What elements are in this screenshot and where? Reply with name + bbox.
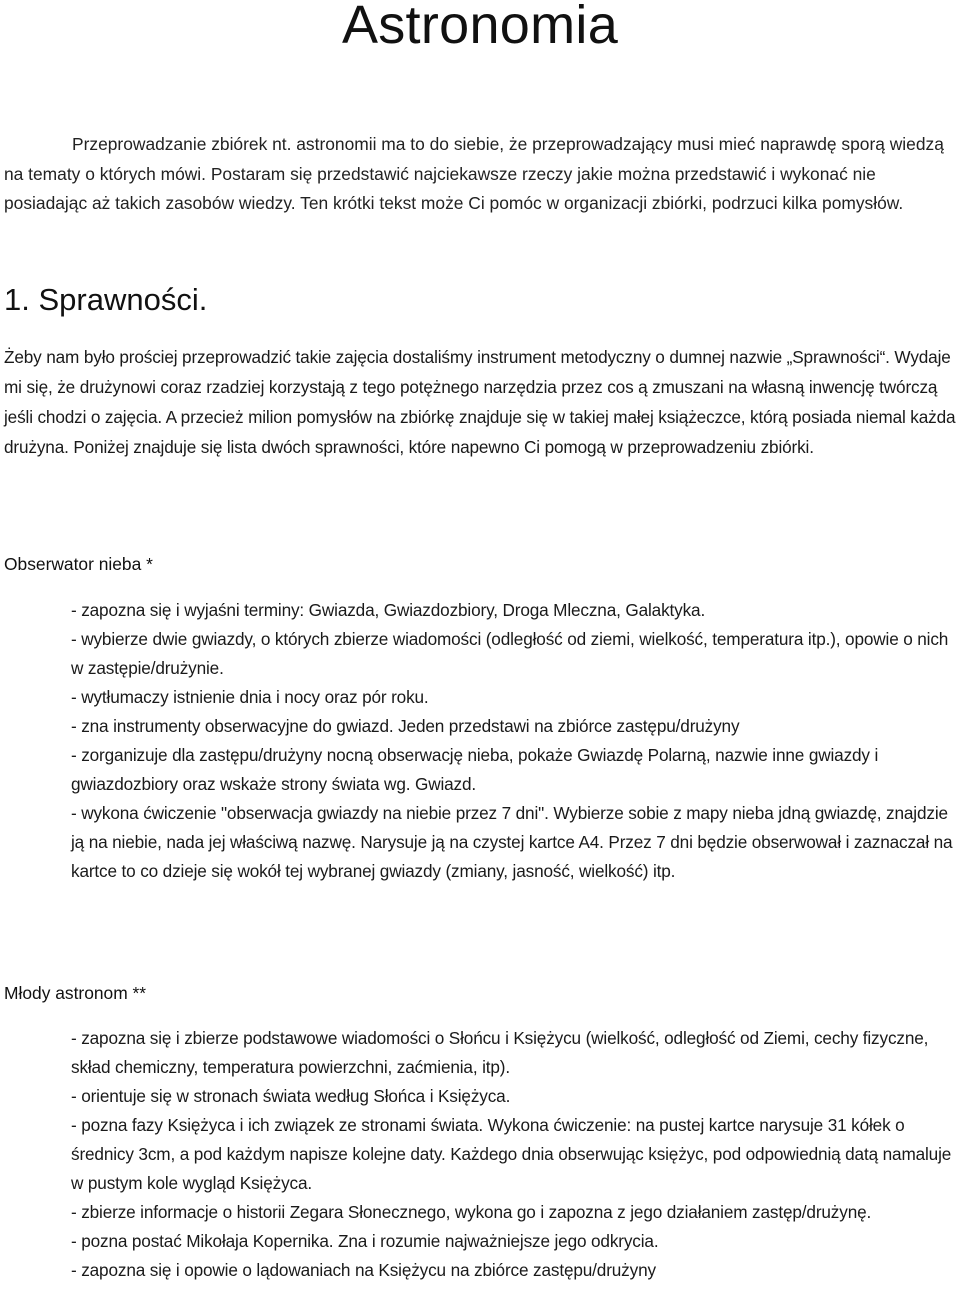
requirement-item: - pozna fazy Księżyca i ich związek ze stronami świata. Wykona ćwiczenie: na pustej kartce narysuje 31 kółek o średnicy 3cm, a pod każdym napisze kolejne daty. Każdego dnia obserwując księżyc, pod odpowiednią datą namaluje w pustym kole wygląd Księżyca. (71, 1115, 952, 1193)
badge-title-obserwator-nieba: Obserwator nieba * (4, 554, 153, 574)
badge-requirements-list (71, 1024, 956, 1285)
requirement-item: - zna instrumenty obserwacyjne do gwiazd. Jeden przedstawi na zbiórce zastępu/drużyny (71, 716, 740, 736)
requirement-item: - wybierze dwie gwiazdy, o których zbierze wiadomości (odległość od ziemi, wielkość, temperatura itp.), opowie o nich w zastępie/drużynie. (71, 629, 949, 678)
document-title: Astronomia (341, 0, 619, 55)
requirement-item: - zapozna się i wyjaśni terminy: Gwiazda, Gwiazdozbiory, Droga Mleczna, Galaktyka. (71, 600, 706, 620)
section-heading: 1. Sprawności. (4, 282, 208, 317)
badge-title-mlody-astronom: Młody astronom ** (4, 983, 147, 1003)
requirement-item: - orientuje się w stronach świata według Słońca i Księżyca. (71, 1086, 511, 1106)
intro-paragraph: Przeprowadzanie zbiórek nt. astronomii ma to do siebie, że przeprowadzający musi mieć naprawdę sporą wiedzą na tematy o których mówi. Postaram się przedstawić najciekawsze rzeczy jakie można przedstawić i wykonać nie posiadając aż takich zasobów wiedzy. Ten krótki tekst może Ci pomóc w organizacji zbiórki, podrzuci kilka pomysłów. (4, 134, 944, 214)
badge-requirements-list (71, 596, 956, 886)
requirement-item: - pozna postać Mikołaja Kopernika. Zna i rozumie najważniejsze jego odkrycia. (71, 1231, 659, 1251)
requirement-item: - zapozna się i zbierze podstawowe wiadomości o Słońcu i Księżycu (wielkość, odległość od Ziemi, cechy fizyczne, skład chemiczny, temperatura powierzchni, zaćmienia, itp). (71, 1028, 929, 1077)
requirement-item: - zbierze informacje o historii Zegara Słonecznego, wykona go i zapozna z jego działaniem zastęp/drużynę. (71, 1202, 872, 1222)
requirement-item: - zorganizuje dla zastępu/drużyny nocną obserwację nieba, pokaże Gwiazdę Polarną, nazwie inne gwiazdy i gwiazdozbiory oraz wskaże strony świata wg. Gwiazd. (71, 745, 879, 794)
requirement-item: - wytłumaczy istnienie dnia i nocy oraz pór roku. (71, 687, 429, 707)
section-paragraph: Żeby nam było prościej przeprowadzić takie zajęcia dostaliśmy instrument metodyczny o dumnej nazwie „Sprawności“. Wydaje mi się, że drużynowi coraz rzadziej korzystają z tego potężnego narzędzia przez cos ą zmuszani na własną inwencję twórczą jeśli chodzi o zajęcia. A przecież milion pomysłów na zbiórkę znajduje się w takiej małej książeczce, którą posiada niemal każda drużyna. Poniżej znajduje się lista dwóch sprawności, które napewno Ci pomogą w przeprowadzeniu zbiórki. (4, 347, 956, 457)
requirement-item: - zapozna się i opowie o lądowaniach na Księżycu na zbiórce zastępu/drużyny (71, 1260, 656, 1280)
requirement-item: - wykona ćwiczenie "obserwacja gwiazdy na niebie przez 7 dni". Wybierze sobie z mapy nieba jdną gwiazdę, znajdzie ją na niebie, nada jej właściwą nazwę. Narysuje ją na czystej kartce A4. Przez 7 dni będzie obserwował i zaznaczał na kartce to co dzieje się wokół tej wybranej gwiazdy (zmiany, jasność, wielkość) itp. (71, 803, 953, 881)
